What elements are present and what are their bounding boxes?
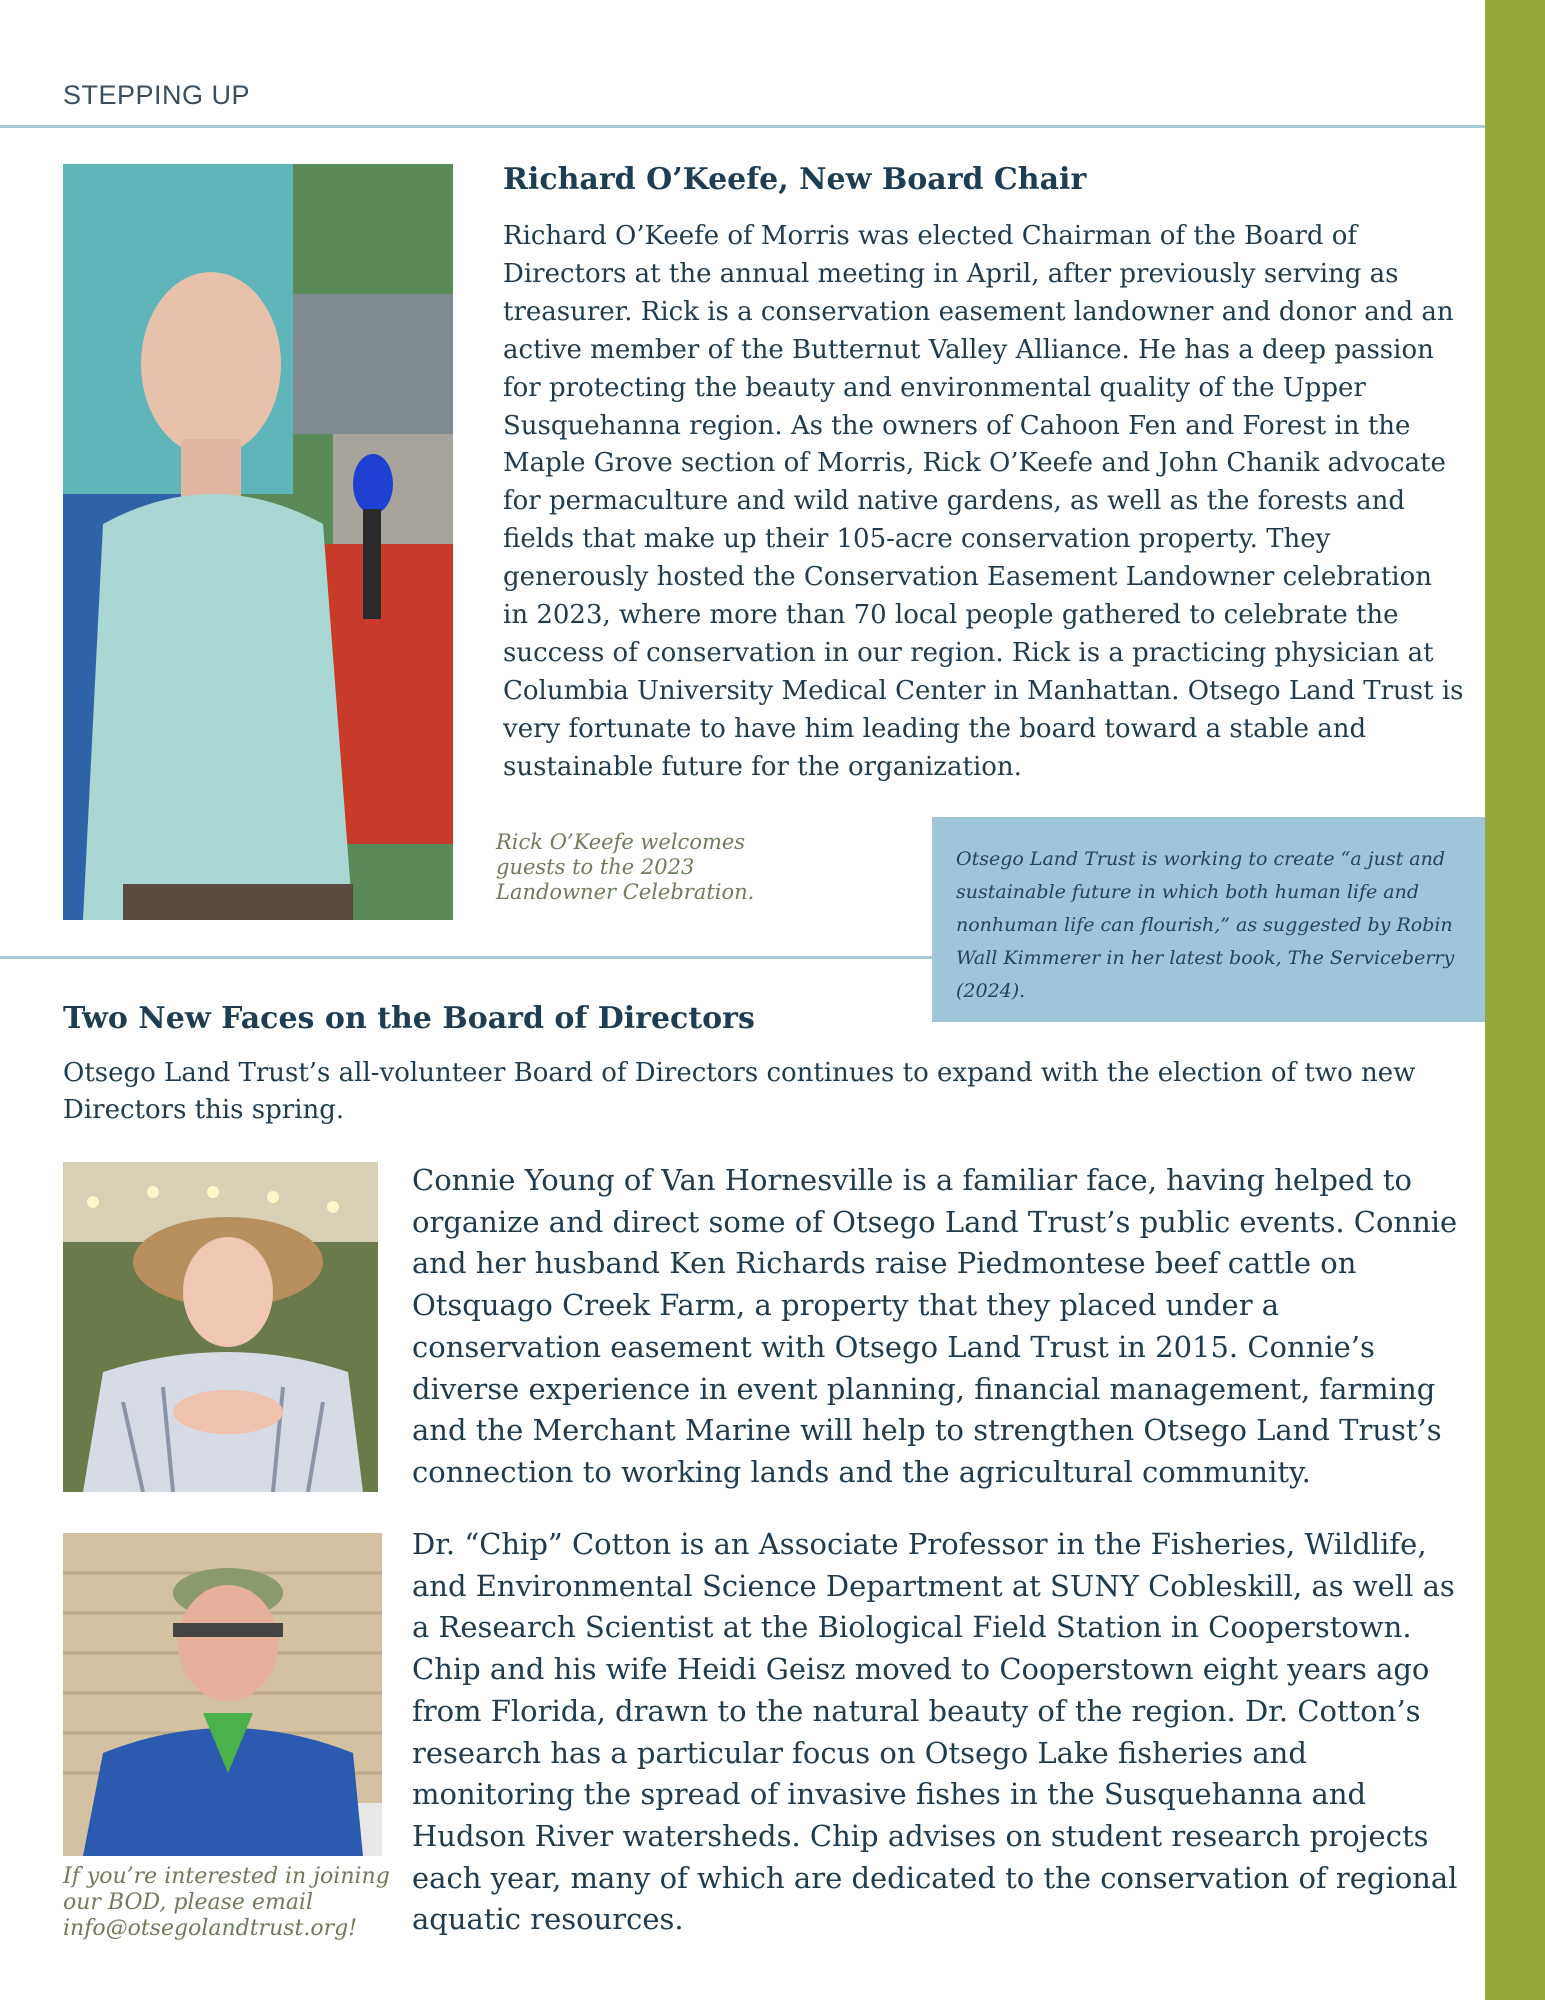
chair-heading: Richard O’Keefe, New Board Chair (503, 162, 1087, 197)
green-sidebar (1485, 0, 1545, 2000)
connie-young-bio: Connie Young of Van Hornesville is a familiar face, having helped to organize and direct some of Otsego Land Trust’s public events. Connie and her husband Ken Richards raise Piedmontese beef cattle on Otsquago Creek Farm, a property that they placed under a conservation easement with Otsego Land Trust in 2015. Connie’s diverse experience in event planning, financial management, farming and the Merchant Marine will help to strengthen Otsego Land Trust’s connection to working lands and the agricultural community. (412, 1163, 1458, 1489)
kimmerer-quote-text: Otsego Land Trust is working to create “a just and sustainable future in which both human life and nonhuman life can flourish,” as suggested by Robin Wall Kimmerer in her latest book, The Serviceberry (2024). (956, 848, 1455, 1002)
rick-photo-caption: Rick O’Keefe welcomes guests to the 2023 Landowner Celebration. (496, 830, 755, 904)
chip-cotton-bio: Dr. “Chip” Cotton is an Associate Professor in the Fisheries, Wildlife, and Environmental Science Department at SUNY Cobleskill, as well as a Research Scientist at the Biological Field Station in Cooperstown. Chip and his wife Heidi Geisz moved to Cooperstown eight years ago from Florida, drawn to the natural beauty of the region. Dr. Cotton’s research has a particular focus on Otsego Lake fisheries and monitoring the spread of invasive fishes in the Susquehanna and Hudson River watersheds. Chip advises on student research projects each year, many of which are dedicated to the conservation of regional aquatic resources. (412, 1527, 1458, 1937)
section-label: STEPPING UP (63, 80, 251, 110)
kimmerer-quote-box (932, 817, 1485, 1022)
new-faces-intro: Otsego Land Trust’s all-volunteer Board of Directors continues to expand with the election of two new Directors this spring. (63, 1058, 1416, 1125)
connie-young-photo (63, 1162, 378, 1492)
top-divider (0, 125, 1485, 128)
rick-okeefe-photo (63, 164, 453, 920)
middle-divider (0, 956, 932, 959)
new-faces-heading: Two New Faces on the Board of Directors (63, 1001, 755, 1036)
join-bod-caption: If you’re interested in joining our BOD, please email info@otsegolandtrust.org! (63, 1864, 390, 1941)
chip-cotton-photo (63, 1533, 382, 1856)
chair-body: Richard O’Keefe of Morris was elected Chairman of the Board of Directors at the annual meeting in April, after previously serving as treasurer. Rick is a conservation easement landowner and donor and an active member of the Butternut Valley Alliance. He has a deep passion for protecting the beauty and environmental quality of the Upper Susquehanna region. As the owners of Cahoon Fen and Forest in the Maple Grove section of Morris, Rick O’Keefe and John Chanik advocate for permaculture and wild native gardens, as well as the forests and fields that make up their 105-acre conservation property. They generously hosted the Conservation Easement Landowner celebration in 2023, where more than 70 local people gathered to celebrate the success of conservation in our region. Rick is a practicing physician at Columbia University Medical Center in Manhattan. Otsego Land Trust is very fortunate to have him leading the board toward a stable and sustainable future for the organization. (503, 221, 1464, 782)
